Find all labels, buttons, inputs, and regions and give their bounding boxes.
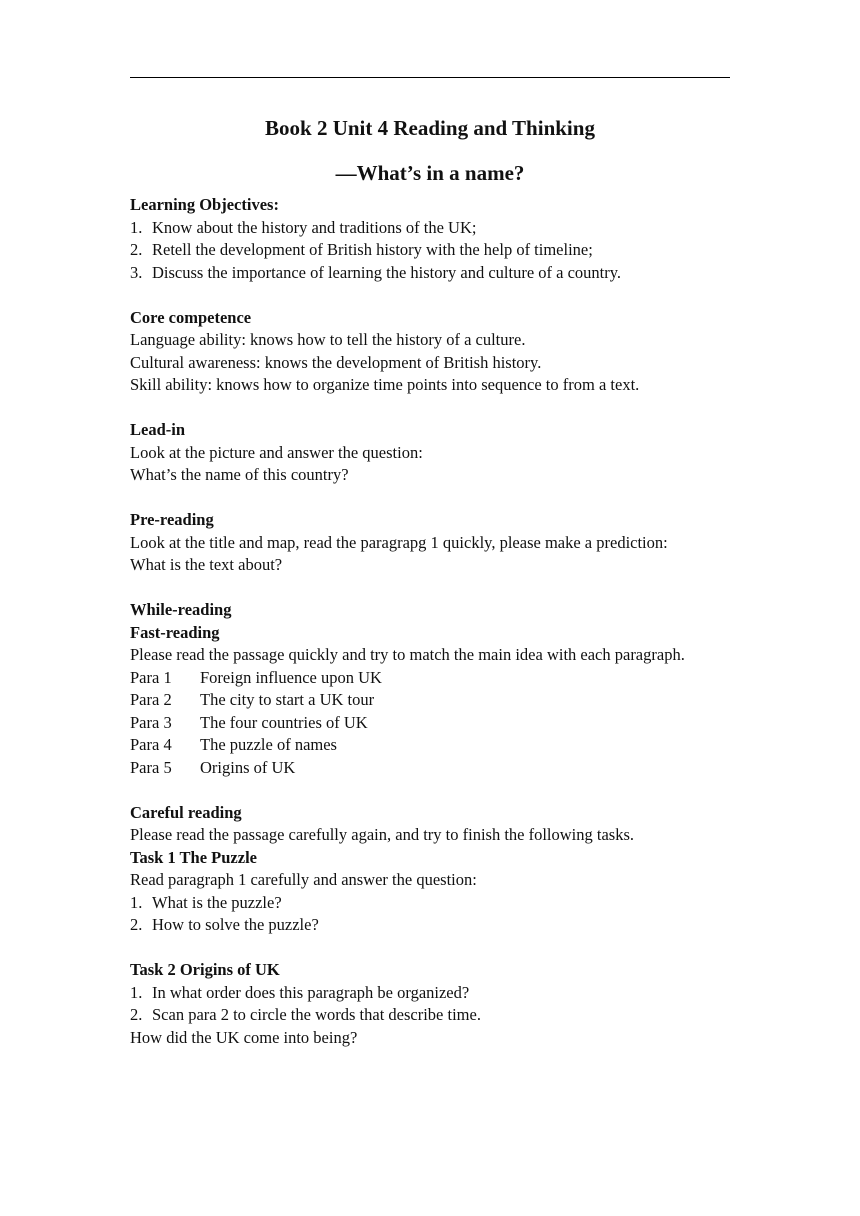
leadin-line: Look at the picture and answer the question: xyxy=(130,442,423,462)
para-match-row: Para 5 Origins of UK xyxy=(130,757,296,777)
document-body xyxy=(130,194,730,1049)
header-rule xyxy=(130,77,730,78)
competence-line: Language ability: knows how to tell the history of a culture. xyxy=(130,330,526,349)
document-subtitle: —What’s in a name? xyxy=(335,161,525,185)
prereading-heading: Pre-reading xyxy=(130,510,214,529)
task2-question: How did the UK come into being? xyxy=(130,1027,358,1047)
objective-item: 1. Know about the history and traditions of the UK; xyxy=(130,217,477,237)
careful-instruction: Please read the passage carefully again, and try to finish the following tasks. xyxy=(130,825,635,844)
para-match-row: Para 2 The city to start a UK tour xyxy=(130,690,375,709)
para-match-row: Para 1 Foreign influence upon UK xyxy=(130,667,382,687)
objective-item: 2. Retell the development of British history with the help of timeline; xyxy=(130,240,593,259)
task2-item: 2. Scan para 2 to circle the words that describe time. xyxy=(130,1005,481,1024)
leadin-heading: Lead-in xyxy=(130,420,186,439)
objective-item: 3. Discuss the importance of learning the history and culture of a country. xyxy=(130,262,622,282)
objectives-heading: Learning Objectives: xyxy=(130,195,279,214)
whilereading-heading: While-reading xyxy=(130,600,232,619)
task2-heading: Task 2 Origins of UK xyxy=(130,960,280,979)
fastreading-heading: Fast-reading xyxy=(130,622,220,642)
competence-heading: Core competence xyxy=(130,307,252,327)
para-match-row: Para 4 The puzzle of names xyxy=(130,735,337,754)
careful-heading: Careful reading xyxy=(130,802,242,822)
task1-item: 1. What is the puzzle? xyxy=(130,892,282,912)
para-match-row: Para 3 The four countries of UK xyxy=(130,712,368,732)
competence-line: Cultural awareness: knows the development of British history. xyxy=(130,352,542,372)
competence-line: Skill ability: knows how to organize time points into sequence to from a text. xyxy=(130,375,640,394)
task2-item: 1. In what order does this paragraph be organized? xyxy=(130,982,470,1002)
prereading-line: What is the text about? xyxy=(130,555,283,574)
document-title: Book 2 Unit 4 Reading and Thinking xyxy=(265,116,595,140)
task1-heading: Task 1 The Puzzle xyxy=(130,847,257,867)
leadin-line: What’s the name of this country? xyxy=(130,465,349,484)
task1-item: 2. How to solve the puzzle? xyxy=(130,915,319,934)
fastreading-instruction: Please read the passage quickly and try to match the main idea with each paragraph. xyxy=(130,645,685,664)
task1-instruction: Read paragraph 1 carefully and answer the question: xyxy=(130,870,477,889)
prereading-line: Look at the title and map, read the paragrapg 1 quickly, please make a prediction: xyxy=(130,532,668,552)
